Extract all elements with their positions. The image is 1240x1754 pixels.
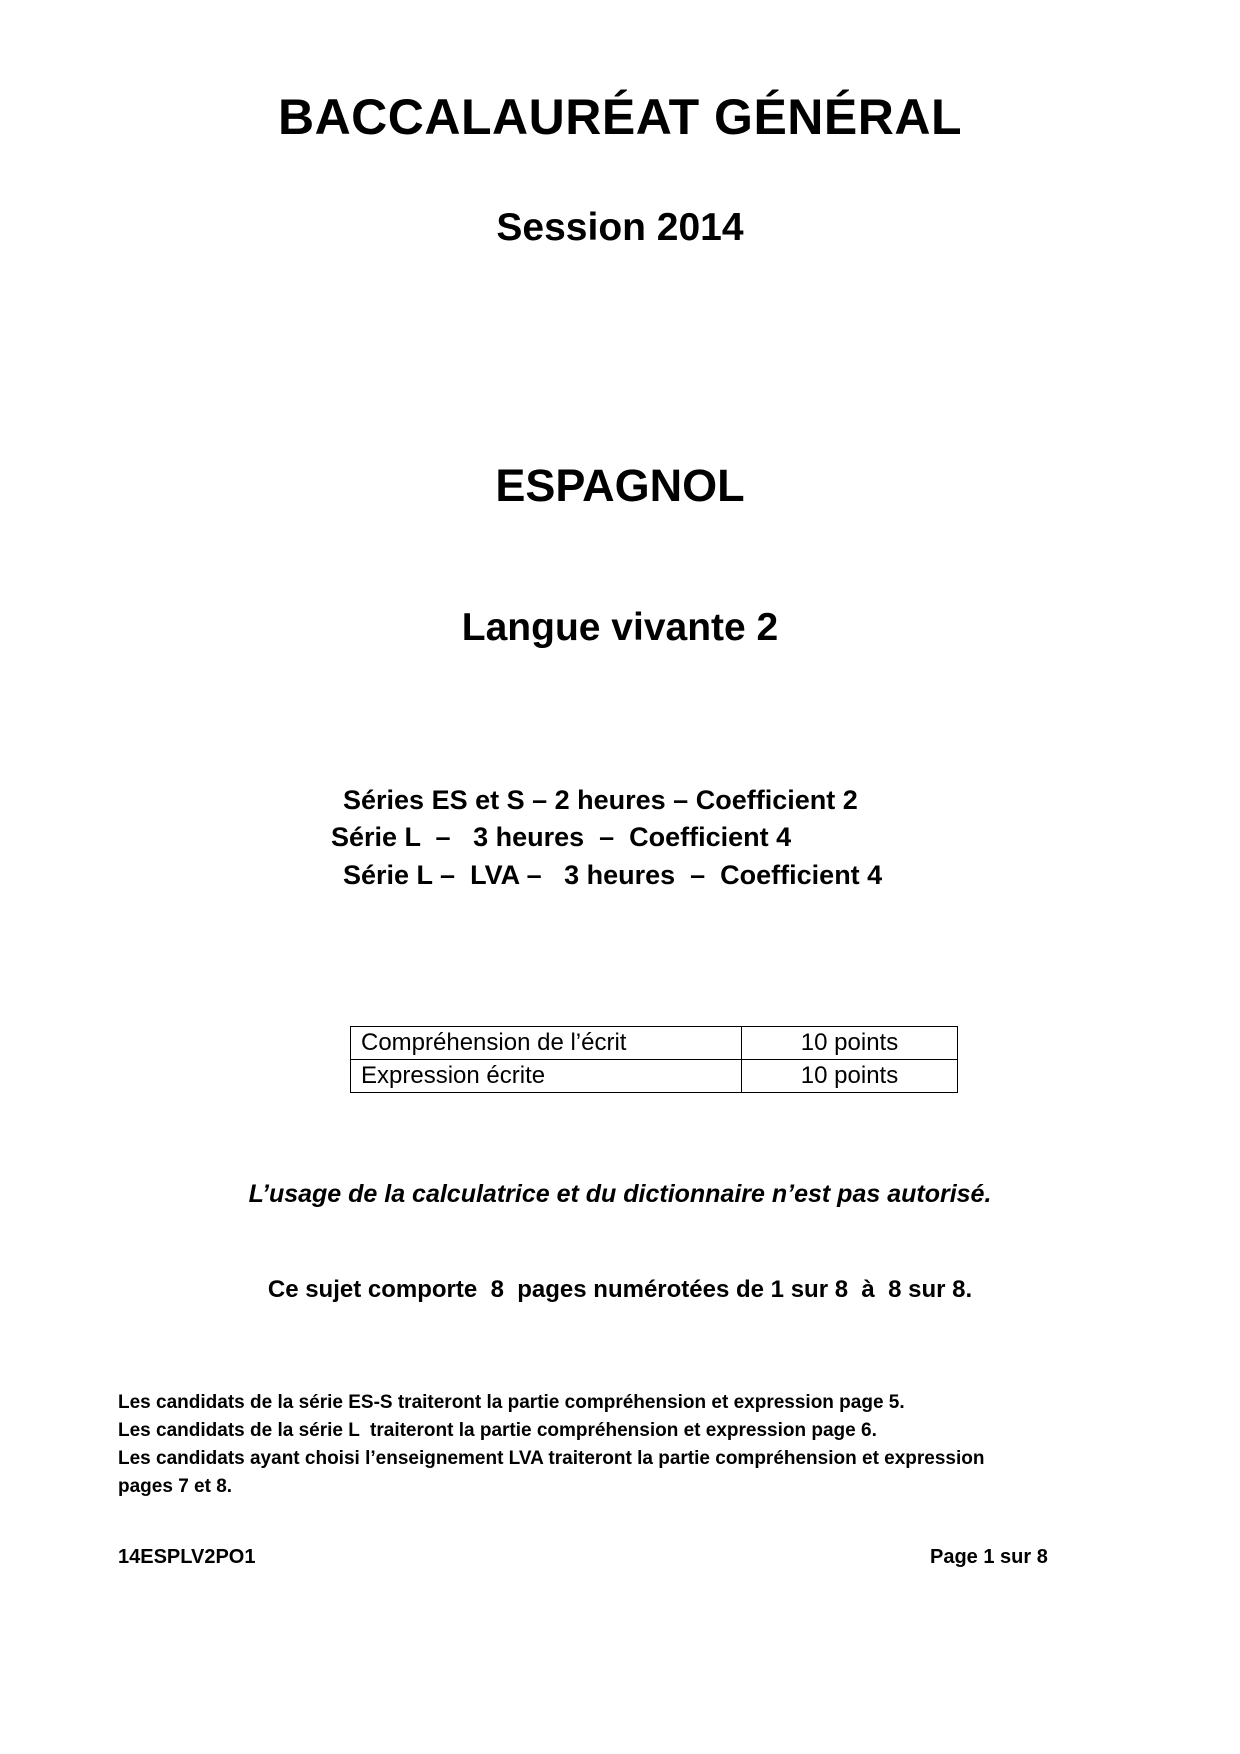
section-points: 10 points [742, 1060, 958, 1093]
points-table [350, 1026, 958, 1093]
series-line-es-s: Séries ES et S – 2 heures – Coefficient 2 [343, 785, 858, 815]
instruction-line: Les candidats de la série ES-S traiteront la partie compréhension et expression page 5. [118, 1392, 905, 1413]
footer-subject-code: 14ESPLV2PO1 [118, 1546, 256, 1568]
instruction-line: pages 7 et 8. [118, 1476, 233, 1497]
page-count-notice: Ce sujet comporte 8 pages numérotées de 1 sur 8 à 8 sur 8. [267, 1276, 973, 1303]
instruction-line: Les candidats ayant choisi l’enseignement LVA traiteront la partie compréhension et expression [118, 1448, 985, 1469]
table-row [351, 1060, 958, 1093]
language-level: Langue vivante 2 [461, 606, 779, 649]
footer-page-number: Page 1 sur 8 [930, 1546, 1048, 1568]
series-line-l-lva: Série L – LVA – 3 heures – Coefficient 4 [343, 860, 883, 890]
instruction-line: Les candidats de la série L traiteront la partie compréhension et expression page 6. [118, 1420, 877, 1441]
section-label: Expression écrite [351, 1060, 742, 1093]
series-line-l: Série L – 3 heures – Coefficient 4 [331, 822, 792, 852]
calculator-notice: L’usage de la calculatrice et du dictionnaire n’est pas autorisé. [248, 1180, 992, 1208]
table-row [351, 1027, 958, 1060]
section-label: Compréhension de l’écrit [351, 1027, 742, 1060]
session-year: Session 2014 [496, 206, 744, 249]
subject-name: ESPAGNOL [495, 460, 745, 511]
exam-title: BACCALAURÉAT GÉNÉRAL [277, 89, 963, 145]
section-points: 10 points [742, 1027, 958, 1060]
